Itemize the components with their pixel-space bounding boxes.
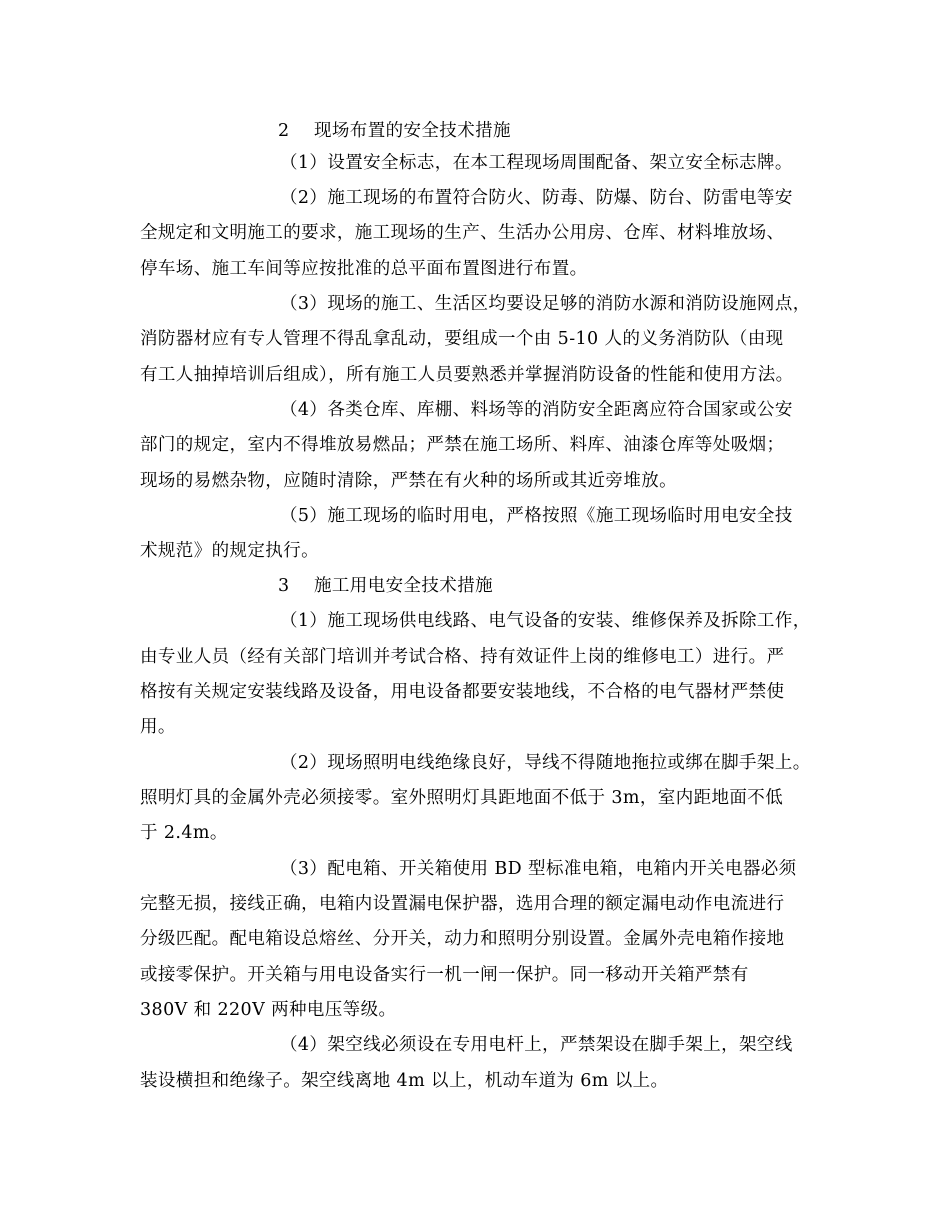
paragraph-line: 用。	[140, 717, 176, 737]
paragraph-line: 全规定和文明施工的要求，施工现场的生产、生活办公用房、仓库、材料堆放场、	[140, 223, 785, 243]
paragraph-line: （5）施工现场的临时用电，严格按照《施工现场临时用电安全技	[280, 506, 793, 526]
paragraph-line: 部门的规定，室内不得堆放易燃品；严禁在施工场所、料库、油漆仓库等处吸烟；	[140, 435, 785, 455]
paragraph-line: 停车场、施工车间等应按批准的总平面布置图进行布置。	[140, 259, 588, 279]
section-heading-2	[278, 120, 511, 142]
paragraph-line: （1）施工现场供电线路、电气设备的安装、维修保养及拆除工作，	[280, 611, 811, 631]
paragraph-line: 由专业人员（经有关部门培训并考试合格、持有效证件上岗的维修电工）进行。严	[140, 647, 785, 667]
paragraph-line: 装设横担和绝缘子。架空线离地 4m 以上，机动车道为 6m 以上。	[140, 1071, 669, 1091]
paragraph-line: 格按有关规定安装线路及设备，用电设备都要安装地线，不合格的电气器材严禁使	[140, 682, 785, 702]
section-title: 施工用电安全技术措施	[314, 576, 493, 596]
paragraph-line: 于 2.4m。	[140, 823, 228, 843]
paragraph-line: 或接零保护。开关箱与用电设备实行一机一闸一保护。同一移动开关箱严禁有	[140, 965, 749, 985]
paragraph-line: 消防器材应有专人管理不得乱拿乱动，要组成一个由 5-10 人的义务消防队（由现	[140, 329, 784, 349]
paragraph-line: （1）设置安全标志，在本工程现场周围配备、架立安全标志牌。	[280, 153, 793, 173]
paragraph-line: 照明灯具的金属外壳必须接零。室外照明灯具距地面不低于 3m，室内距地面不低	[140, 788, 784, 808]
paragraph-line: （3）配电箱、开关箱使用 BD 型标准电箱，电箱内开关电器必须	[280, 859, 797, 879]
paragraph-line: 完整无损，接线正确，电箱内设置漏电保护器，选用合理的额定漏电动作电流进行	[140, 894, 785, 914]
paragraph-line: （2）施工现场的布置符合防火、防毒、防爆、防台、防雷电等安	[280, 188, 793, 208]
paragraph-line: （4）架空线必须设在专用电杆上，严禁架设在脚手架上，架空线	[280, 1035, 793, 1055]
paragraph-line: （2）现场照明电线绝缘良好，导线不得随地拖拉或绑在脚手架上。	[280, 753, 811, 773]
section-heading-3	[278, 575, 493, 597]
paragraph-line: 术规范》的规定执行。	[140, 541, 319, 561]
paragraph-line: 有工人抽掉培训后组成），所有施工人员要熟悉并掌握消防设备的性能和使用方法。	[140, 365, 794, 385]
section-title: 现场布置的安全技术措施	[314, 121, 511, 141]
paragraph-line: （3）现场的施工、生活区均要设足够的消防水源和消防设施网点，	[280, 294, 811, 314]
paragraph-line: 分级匹配。配电箱设总熔丝、分开关，动力和照明分别设置。金属外壳电箱作接地	[140, 929, 785, 949]
section-number: 2	[278, 121, 290, 141]
paragraph-line: 现场的易燃杂物，应随时清除，严禁在有火种的场所或其近旁堆放。	[140, 471, 677, 491]
section-number: 3	[278, 576, 290, 596]
paragraph-line: 380V 和 220V 两种电压等级。	[140, 1000, 397, 1020]
paragraph-line: （4）各类仓库、库棚、料场等的消防安全距离应符合国家或公安	[280, 400, 793, 420]
